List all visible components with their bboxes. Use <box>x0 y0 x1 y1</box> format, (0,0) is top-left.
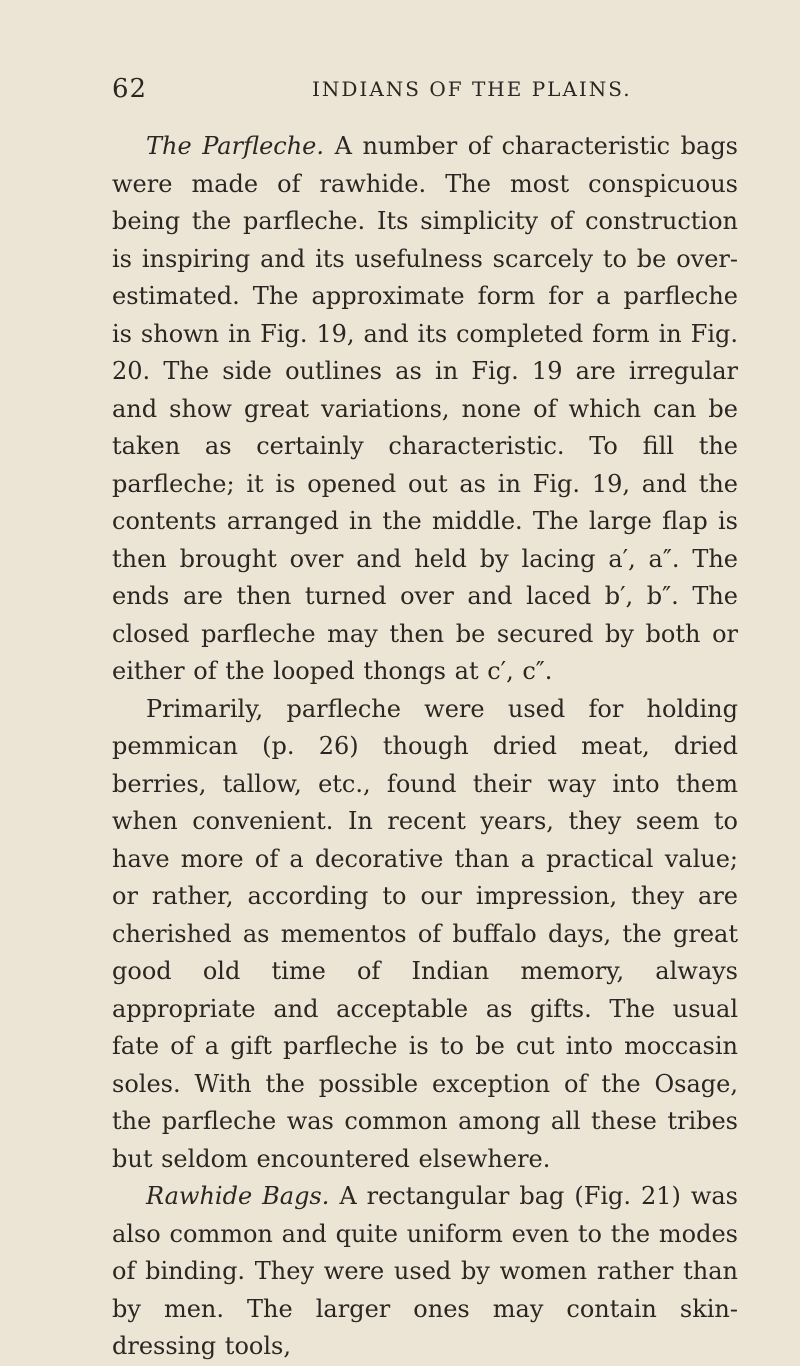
paragraph-rawhide-bags <box>112 1178 738 1366</box>
paragraph-parfleche <box>112 128 738 691</box>
paragraph-text: Primarily, parfleche were used for holding pemmican (p. 26) though dried meat, dried berries, tallow, etc., found their way into them when convenient. In recent years, they seem to have more of a decorative than a practical value; or rather, according to our impression, they are cherished as mementos of buffalo days, the great good old time of Indian memory, always appropriate and acceptable as gifts. The usual fate of a gift parfleche is to be cut into moccasin soles. With the possible exception of the Osage, the parfleche was common among all these tribes but seldom encountered elsewhere. <box>112 694 738 1173</box>
paragraph-text: A number of characteristic bags were made of rawhide. The most conspicuous being the parfleche. Its simplicity of construction is inspiring and its usefulness scarcely to be over-estimated. The approximate form for a parfleche is shown in Fig. 19, and its completed form in Fig. 20. The side outlines as in Fig. 19 are irregular and show great variations, none of which can be taken as certainly characteristic. To fill the parfleche; it is opened out as in Fig. 19, and the contents arranged in the middle. The large flap is then brought over and held by lacing a′, a″. The ends are then turned over and laced b′, b″. The closed parfleche may then be secured by both or either of the looped thongs at c′, c″. <box>112 132 738 685</box>
running-title: INDIANS OF THE PLAINS. <box>312 77 632 101</box>
running-head <box>112 74 738 108</box>
paragraph-text: A rectangular bag (Fig. 21) was also common and quite uniform even to the modes of binding. They were used by women rather than by men. The larger ones may contain skin-dressing tools, <box>112 1182 738 1360</box>
section-lead-parfleche: The Parfleche. <box>146 132 325 160</box>
page-number: 62 <box>112 74 148 104</box>
body-text <box>112 128 738 1366</box>
section-lead-rawhide-bags: Rawhide Bags. <box>146 1182 330 1210</box>
paragraph-primarily <box>112 691 738 1179</box>
